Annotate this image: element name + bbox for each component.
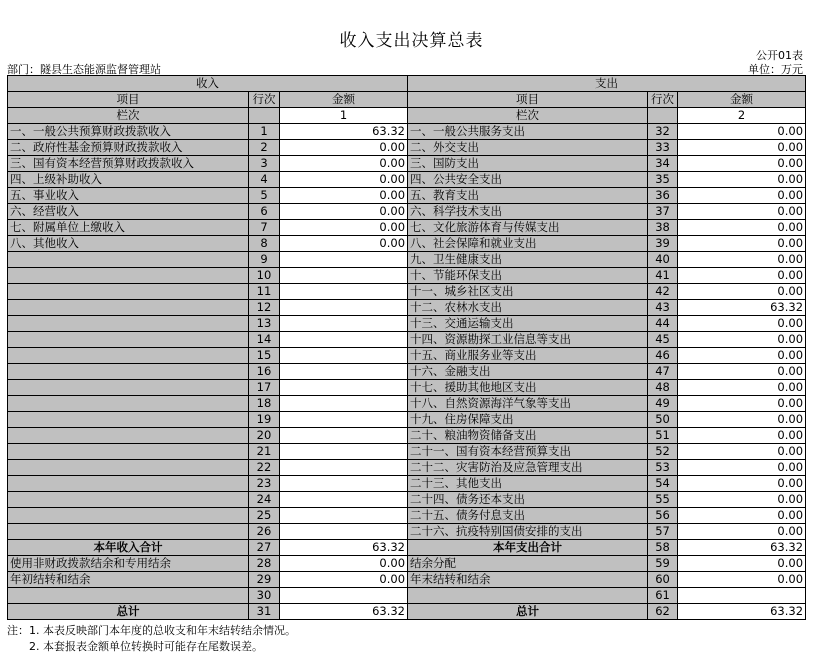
income-line-no: 7 bbox=[249, 220, 280, 236]
income-line-no: 8 bbox=[249, 236, 280, 252]
income-line-no: 5 bbox=[249, 188, 280, 204]
expense-line-no: 58 bbox=[648, 540, 678, 556]
table-row bbox=[8, 380, 806, 396]
expense-line-no: 56 bbox=[648, 508, 678, 524]
income-amount bbox=[280, 348, 408, 364]
expense-amount: 0.00 bbox=[678, 124, 806, 140]
expense-amount: 0.00 bbox=[678, 412, 806, 428]
table-row bbox=[8, 156, 806, 172]
income-item bbox=[8, 284, 249, 300]
column-number-row bbox=[8, 108, 806, 124]
expense-line-no: 34 bbox=[648, 156, 678, 172]
income-amount bbox=[280, 508, 408, 524]
page-title: 收入支出决算总表 bbox=[339, 31, 484, 51]
income-amount bbox=[280, 268, 408, 284]
table-row bbox=[8, 268, 806, 284]
expense-amount: 0.00 bbox=[678, 428, 806, 444]
expense-header: 支出 bbox=[408, 76, 806, 92]
expense-item: 二十二、灾害防治及应急管理支出 bbox=[408, 460, 648, 476]
income-amount bbox=[280, 444, 408, 460]
income-expense-table bbox=[7, 75, 806, 620]
income-line-no: 24 bbox=[249, 492, 280, 508]
expense-line-no: 46 bbox=[648, 348, 678, 364]
income-item bbox=[8, 476, 249, 492]
income-line-no: 17 bbox=[249, 380, 280, 396]
income-amount: 0.00 bbox=[280, 204, 408, 220]
income-line-no: 20 bbox=[249, 428, 280, 444]
expense-amount: 0.00 bbox=[678, 556, 806, 572]
income-lanci-label: 栏次 bbox=[8, 108, 249, 124]
expense-item: 二十三、其他支出 bbox=[408, 476, 648, 492]
table-row bbox=[8, 252, 806, 268]
table-row bbox=[8, 556, 806, 572]
expense-item: 二十、粮油物资储备支出 bbox=[408, 428, 648, 444]
expense-line-no: 49 bbox=[648, 396, 678, 412]
expense-line-no: 48 bbox=[648, 380, 678, 396]
footnote-1: 注：1. 本表反映部门本年度的总收支和年末结转结余情况。 bbox=[7, 624, 296, 637]
table-row bbox=[8, 332, 806, 348]
income-amount: 63.32 bbox=[280, 604, 408, 620]
table-row bbox=[8, 140, 806, 156]
expense-item: 总计 bbox=[408, 604, 648, 620]
income-line-no: 11 bbox=[249, 284, 280, 300]
expense-line-no: 41 bbox=[648, 268, 678, 284]
income-item bbox=[8, 524, 249, 540]
expense-line-no: 43 bbox=[648, 300, 678, 316]
income-item bbox=[8, 492, 249, 508]
income-amount-header: 金额 bbox=[280, 92, 408, 108]
income-line-no: 3 bbox=[249, 156, 280, 172]
form-code: 公开01表 bbox=[756, 49, 803, 62]
income-amount: 0.00 bbox=[280, 220, 408, 236]
expense-line-no: 57 bbox=[648, 524, 678, 540]
income-amount: 0.00 bbox=[280, 140, 408, 156]
expense-item: 十七、援助其他地区支出 bbox=[408, 380, 648, 396]
table-row bbox=[8, 172, 806, 188]
expense-amount: 0.00 bbox=[678, 444, 806, 460]
expense-amount: 0.00 bbox=[678, 332, 806, 348]
expense-line-no: 32 bbox=[648, 124, 678, 140]
table-row bbox=[8, 476, 806, 492]
expense-line-no: 51 bbox=[648, 428, 678, 444]
income-item bbox=[8, 252, 249, 268]
income-item bbox=[8, 380, 249, 396]
expense-line-no: 36 bbox=[648, 188, 678, 204]
expense-item: 十八、自然资源海洋气象等支出 bbox=[408, 396, 648, 412]
table-row bbox=[8, 508, 806, 524]
income-item bbox=[8, 332, 249, 348]
expense-item: 十三、交通运输支出 bbox=[408, 316, 648, 332]
expense-item: 十九、住房保障支出 bbox=[408, 412, 648, 428]
income-amount bbox=[280, 252, 408, 268]
table-row bbox=[8, 204, 806, 220]
income-line-no: 26 bbox=[249, 524, 280, 540]
unit-label: 单位：万元 bbox=[748, 63, 803, 76]
income-amount: 63.32 bbox=[280, 540, 408, 556]
expense-amount: 0.00 bbox=[678, 572, 806, 588]
expense-line-no: 45 bbox=[648, 332, 678, 348]
expense-amount: 0.00 bbox=[678, 316, 806, 332]
expense-amount bbox=[678, 588, 806, 604]
income-amount: 63.32 bbox=[280, 124, 408, 140]
expense-item: 二十四、债务还本支出 bbox=[408, 492, 648, 508]
footnotes bbox=[7, 623, 296, 655]
expense-item: 十五、商业服务业等支出 bbox=[408, 348, 648, 364]
expense-item: 十二、农林水支出 bbox=[408, 300, 648, 316]
expense-amount: 0.00 bbox=[678, 396, 806, 412]
expense-amount: 0.00 bbox=[678, 236, 806, 252]
expense-item bbox=[408, 588, 648, 604]
expense-item: 十四、资源勘探工业信息等支出 bbox=[408, 332, 648, 348]
income-amount: 0.00 bbox=[280, 556, 408, 572]
income-item bbox=[8, 300, 249, 316]
expense-item: 九、卫生健康支出 bbox=[408, 252, 648, 268]
expense-line-no: 40 bbox=[648, 252, 678, 268]
expense-lanci-label: 栏次 bbox=[408, 108, 648, 124]
expense-item: 四、公共安全支出 bbox=[408, 172, 648, 188]
expense-line-no: 52 bbox=[648, 444, 678, 460]
expense-line-no: 47 bbox=[648, 364, 678, 380]
expense-line-no: 60 bbox=[648, 572, 678, 588]
expense-amount: 0.00 bbox=[678, 492, 806, 508]
expense-amount: 0.00 bbox=[678, 364, 806, 380]
expense-item: 二十六、抗疫特别国债安排的支出 bbox=[408, 524, 648, 540]
table-row bbox=[8, 300, 806, 316]
column-header-row bbox=[8, 92, 806, 108]
income-amount: 0.00 bbox=[280, 236, 408, 252]
table-row bbox=[8, 604, 806, 620]
table-row bbox=[8, 284, 806, 300]
table-row bbox=[8, 428, 806, 444]
income-amount bbox=[280, 396, 408, 412]
income-amount: 0.00 bbox=[280, 572, 408, 588]
expense-amount: 63.32 bbox=[678, 540, 806, 556]
income-amount bbox=[280, 428, 408, 444]
expense-item: 十、节能环保支出 bbox=[408, 268, 648, 284]
income-item bbox=[8, 364, 249, 380]
income-amount bbox=[280, 284, 408, 300]
income-amount bbox=[280, 300, 408, 316]
income-column-number: 1 bbox=[280, 108, 408, 124]
expense-line-no: 44 bbox=[648, 316, 678, 332]
income-item: 三、国有资本经营预算财政拨款收入 bbox=[8, 156, 249, 172]
income-amount bbox=[280, 332, 408, 348]
expense-amount: 0.00 bbox=[678, 284, 806, 300]
income-lanci-blank bbox=[249, 108, 280, 124]
table-row bbox=[8, 540, 806, 556]
expense-amount: 0.00 bbox=[678, 348, 806, 364]
income-line-no: 2 bbox=[249, 140, 280, 156]
expense-item: 二十五、债务付息支出 bbox=[408, 508, 648, 524]
income-item bbox=[8, 508, 249, 524]
expense-amount-header: 金额 bbox=[678, 92, 806, 108]
income-item: 使用非财政拨款结余和专用结余 bbox=[8, 556, 249, 572]
income-line-no: 28 bbox=[249, 556, 280, 572]
income-item bbox=[8, 428, 249, 444]
table-row bbox=[8, 316, 806, 332]
expense-amount: 0.00 bbox=[678, 380, 806, 396]
expense-column-number: 2 bbox=[678, 108, 806, 124]
income-amount bbox=[280, 524, 408, 540]
expense-line-no: 39 bbox=[648, 236, 678, 252]
expense-amount: 0.00 bbox=[678, 460, 806, 476]
table-row bbox=[8, 348, 806, 364]
income-item bbox=[8, 268, 249, 284]
expense-amount: 0.00 bbox=[678, 268, 806, 284]
expense-amount: 0.00 bbox=[678, 252, 806, 268]
income-amount bbox=[280, 316, 408, 332]
expense-line-no: 54 bbox=[648, 476, 678, 492]
income-item bbox=[8, 396, 249, 412]
table-row bbox=[8, 588, 806, 604]
table-row bbox=[8, 572, 806, 588]
expense-line-no: 61 bbox=[648, 588, 678, 604]
expense-line-no: 37 bbox=[648, 204, 678, 220]
table-row bbox=[8, 492, 806, 508]
income-amount bbox=[280, 476, 408, 492]
income-item: 总计 bbox=[8, 604, 249, 620]
expense-amount: 0.00 bbox=[678, 188, 806, 204]
income-amount bbox=[280, 588, 408, 604]
table-row bbox=[8, 236, 806, 252]
income-header: 收入 bbox=[8, 76, 408, 92]
income-line-header: 行次 bbox=[249, 92, 280, 108]
expense-lanci-blank bbox=[648, 108, 678, 124]
income-amount bbox=[280, 364, 408, 380]
income-line-no: 12 bbox=[249, 300, 280, 316]
expense-item: 年末结转和结余 bbox=[408, 572, 648, 588]
income-item: 年初结转和结余 bbox=[8, 572, 249, 588]
income-amount: 0.00 bbox=[280, 156, 408, 172]
income-line-no: 16 bbox=[249, 364, 280, 380]
income-item: 八、其他收入 bbox=[8, 236, 249, 252]
table-row bbox=[8, 396, 806, 412]
income-line-no: 30 bbox=[249, 588, 280, 604]
income-line-no: 21 bbox=[249, 444, 280, 460]
expense-line-no: 35 bbox=[648, 172, 678, 188]
income-item: 六、经营收入 bbox=[8, 204, 249, 220]
expense-item: 七、文化旅游体育与传媒支出 bbox=[408, 220, 648, 236]
income-line-no: 1 bbox=[249, 124, 280, 140]
expense-line-no: 50 bbox=[648, 412, 678, 428]
table-row bbox=[8, 412, 806, 428]
expense-item: 本年支出合计 bbox=[408, 540, 648, 556]
expense-amount: 0.00 bbox=[678, 156, 806, 172]
income-item: 一、一般公共预算财政拨款收入 bbox=[8, 124, 249, 140]
expense-item: 五、教育支出 bbox=[408, 188, 648, 204]
expense-line-no: 42 bbox=[648, 284, 678, 300]
expense-line-no: 53 bbox=[648, 460, 678, 476]
expense-item: 结余分配 bbox=[408, 556, 648, 572]
table-row bbox=[8, 220, 806, 236]
income-item-header: 项目 bbox=[8, 92, 249, 108]
income-line-no: 29 bbox=[249, 572, 280, 588]
income-item bbox=[8, 348, 249, 364]
table-row bbox=[8, 444, 806, 460]
expense-item: 八、社会保障和就业支出 bbox=[408, 236, 648, 252]
income-item bbox=[8, 588, 249, 604]
income-line-no: 18 bbox=[249, 396, 280, 412]
income-item: 本年收入合计 bbox=[8, 540, 249, 556]
expense-item: 三、国防支出 bbox=[408, 156, 648, 172]
expense-item: 一、一般公共服务支出 bbox=[408, 124, 648, 140]
income-line-no: 27 bbox=[249, 540, 280, 556]
expense-item: 十一、城乡社区支出 bbox=[408, 284, 648, 300]
expense-item: 二十一、国有资本经营预算支出 bbox=[408, 444, 648, 460]
expense-line-no: 38 bbox=[648, 220, 678, 236]
expense-item: 二、外交支出 bbox=[408, 140, 648, 156]
income-line-no: 19 bbox=[249, 412, 280, 428]
income-line-no: 22 bbox=[249, 460, 280, 476]
income-line-no: 9 bbox=[249, 252, 280, 268]
table-row bbox=[8, 124, 806, 140]
expense-line-no: 59 bbox=[648, 556, 678, 572]
income-item bbox=[8, 444, 249, 460]
expense-amount: 0.00 bbox=[678, 140, 806, 156]
footnote-2: 2. 本套报表金额单位转换时可能存在尾数误差。 bbox=[29, 640, 263, 653]
section-header-row bbox=[8, 76, 806, 92]
income-amount bbox=[280, 492, 408, 508]
income-amount bbox=[280, 380, 408, 396]
expense-line-no: 55 bbox=[648, 492, 678, 508]
income-line-no: 25 bbox=[249, 508, 280, 524]
income-item: 四、上级补助收入 bbox=[8, 172, 249, 188]
income-item bbox=[8, 460, 249, 476]
expense-item: 十六、金融支出 bbox=[408, 364, 648, 380]
expense-amount: 0.00 bbox=[678, 476, 806, 492]
department-label: 部门：隧县生态能源监督管理站 bbox=[7, 63, 161, 76]
table-row bbox=[8, 524, 806, 540]
income-item: 七、附属单位上缴收入 bbox=[8, 220, 249, 236]
income-line-no: 13 bbox=[249, 316, 280, 332]
income-amount bbox=[280, 460, 408, 476]
income-line-no: 10 bbox=[249, 268, 280, 284]
expense-line-no: 33 bbox=[648, 140, 678, 156]
income-line-no: 15 bbox=[249, 348, 280, 364]
expense-item: 六、科学技术支出 bbox=[408, 204, 648, 220]
table-row bbox=[8, 460, 806, 476]
expense-amount: 0.00 bbox=[678, 220, 806, 236]
income-amount bbox=[280, 412, 408, 428]
expense-amount: 0.00 bbox=[678, 204, 806, 220]
expense-amount: 0.00 bbox=[678, 524, 806, 540]
income-line-no: 23 bbox=[249, 476, 280, 492]
expense-amount: 0.00 bbox=[678, 508, 806, 524]
income-line-no: 31 bbox=[249, 604, 280, 620]
expense-amount: 0.00 bbox=[678, 172, 806, 188]
income-item: 五、事业收入 bbox=[8, 188, 249, 204]
income-item bbox=[8, 316, 249, 332]
expense-line-header: 行次 bbox=[648, 92, 678, 108]
expense-amount: 63.32 bbox=[678, 300, 806, 316]
expense-amount: 63.32 bbox=[678, 604, 806, 620]
income-amount: 0.00 bbox=[280, 188, 408, 204]
expense-line-no: 62 bbox=[648, 604, 678, 620]
table-row bbox=[8, 188, 806, 204]
income-line-no: 14 bbox=[249, 332, 280, 348]
income-amount: 0.00 bbox=[280, 172, 408, 188]
income-line-no: 6 bbox=[249, 204, 280, 220]
income-item: 二、政府性基金预算财政拨款收入 bbox=[8, 140, 249, 156]
income-item bbox=[8, 412, 249, 428]
income-line-no: 4 bbox=[249, 172, 280, 188]
table-row bbox=[8, 364, 806, 380]
expense-item-header: 项目 bbox=[408, 92, 648, 108]
